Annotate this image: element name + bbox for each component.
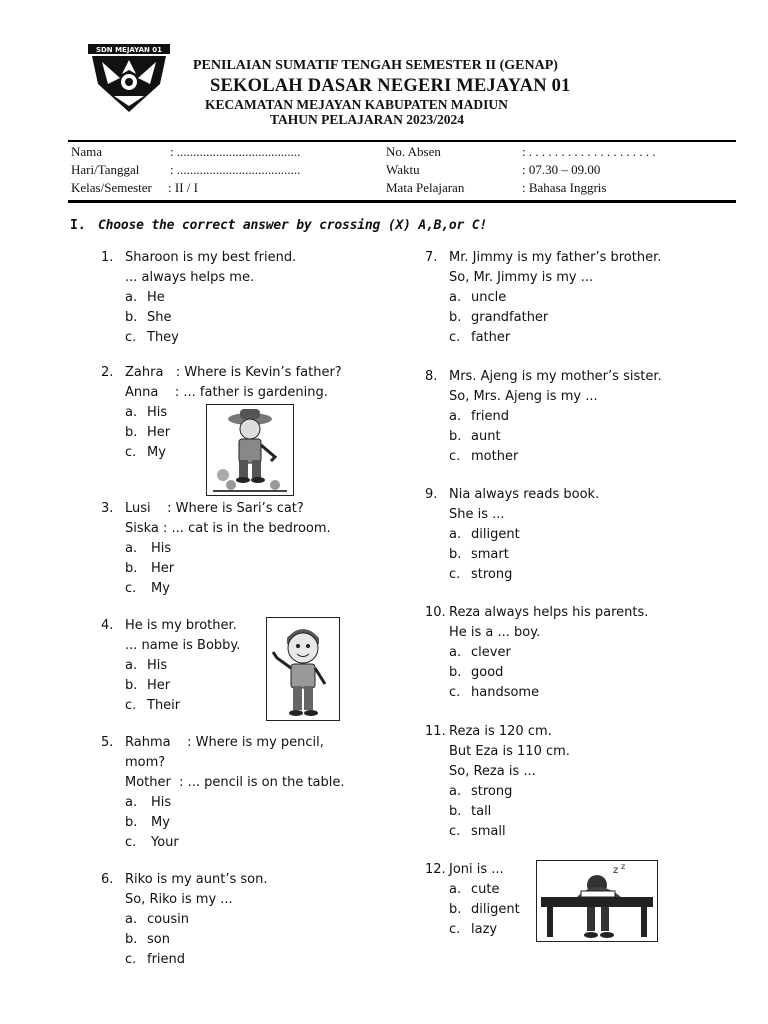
section-number: I. [70,218,86,233]
option-label: a. [449,882,462,897]
option-text: His [147,405,168,420]
option-text: grandfather [471,310,549,325]
option-label: c. [449,922,461,937]
question-text: Siska : ... cat is in the bedroom. [125,521,331,536]
question-3 [101,499,331,599]
option-label: a. [125,795,138,810]
option-label: c. [449,567,461,582]
option-text: Their [147,698,181,713]
option-a[interactable] [449,525,599,545]
header-line-4: TAHUN PELAJARAN 2023/2024 [270,112,465,127]
option-label: b. [449,902,462,917]
question-number: 2. [101,365,114,380]
option-a[interactable] [125,793,345,813]
option-label: a. [449,645,462,660]
question-text: So, Mr. Jimmy is my ... [449,270,594,285]
option-text: Her [147,678,171,693]
option-text: aunt [471,429,501,444]
question-12 [425,860,520,940]
option-label: a. [449,527,462,542]
question-number: 3. [101,501,114,516]
option-text: good [471,665,504,680]
option-text: diligent [471,902,520,917]
question-text: Joni is ... [449,862,504,877]
option-a[interactable] [125,910,267,930]
option-label: b. [125,425,138,440]
option-c[interactable] [449,328,661,348]
option-text: son [147,932,170,947]
option-text: strong [471,784,513,799]
option-label: a. [449,290,462,305]
school-name: SEKOLAH DASAR NEGERI MEJAYAN 01 [210,76,571,96]
question-text: She is ... [449,507,505,522]
svg-text:SDN MEJAYAN 01: SDN MEJAYAN 01 [95,46,163,54]
question-number: 6. [101,872,114,887]
label-no-absen: No. Absen [386,144,441,159]
option-b[interactable] [125,308,296,328]
label-hari-tanggal: Hari/Tanggal [71,162,140,177]
header-line-3: KECAMATAN MEJAYAN KABUPATEN MADIUN [205,97,508,112]
question-text: So, Mrs. Ajeng is my ... [449,389,598,404]
option-label: b. [449,310,462,325]
question-text: Lusi : Where is Sari’s cat? [125,501,304,516]
option-text: handsome [471,685,540,700]
option-text: friend [471,409,510,424]
option-text: Her [151,561,175,576]
question-text: ... always helps me. [125,270,255,285]
option-text: diligent [471,527,520,542]
question-text: So, Reza is ... [449,764,536,779]
option-label: a. [125,658,138,673]
option-text: She [147,310,172,325]
option-a[interactable] [449,880,520,900]
question-text: Anna : ... father is gardening. [125,385,328,400]
option-label: c. [125,330,137,345]
option-b[interactable] [125,676,240,696]
option-text: smart [471,547,509,562]
svg-text:z: z [621,862,626,871]
option-b[interactable] [449,427,662,447]
option-label: a. [449,784,462,799]
option-label: b. [125,932,138,947]
school-logo [86,44,172,114]
option-c[interactable] [125,579,331,599]
option-label: a. [125,405,138,420]
option-label: c. [449,824,461,839]
question-text: He is a ... boy. [449,625,541,640]
question-text: Reza always helps his parents. [449,605,649,620]
option-text: My [147,445,166,460]
option-label: c. [125,445,137,460]
option-c[interactable] [125,950,267,970]
question-8 [425,367,662,467]
option-text: cute [471,882,500,897]
question-number: 5. [101,735,114,750]
question-number: 4. [101,618,114,633]
top-rule [68,140,736,142]
option-text: My [151,581,170,596]
option-label: c. [125,581,137,596]
option-label: c. [125,835,137,850]
value-waktu: : 07.30 – 09.00 [522,162,601,177]
field-no-absen[interactable]: : . . . . . . . . . . . . . . . . . . . . [522,144,656,159]
option-c[interactable] [449,683,648,703]
option-text: He [147,290,165,305]
question-text: Nia always reads book. [449,487,600,502]
option-b[interactable] [449,308,661,328]
question-number: 11. [425,724,446,739]
question-5 [101,733,345,853]
option-c[interactable] [449,447,662,467]
option-b[interactable] [125,930,267,950]
option-text: Her [147,425,171,440]
option-label: b. [449,429,462,444]
gardening-man-picture [206,404,294,496]
option-label: a. [125,912,138,927]
option-label: a. [125,290,138,305]
question-text: Mr. Jimmy is my father’s brother. [449,250,662,265]
question-4 [101,616,241,716]
option-label: c. [449,449,461,464]
option-a[interactable] [125,656,240,676]
option-a[interactable] [449,643,648,663]
bottom-rule [68,200,736,203]
option-label: b. [449,547,462,562]
option-a[interactable] [449,407,662,427]
label-kelas-semester: Kelas/Semester [71,180,152,195]
label-waktu: Waktu [386,162,420,177]
option-a[interactable] [125,288,296,308]
option-b[interactable] [449,545,599,565]
option-label: c. [449,685,461,700]
question-1 [101,248,297,348]
question-text: But Eza is 110 cm. [449,744,570,759]
question-text: ... name is Bobby. [125,638,241,653]
option-label: c. [449,330,461,345]
option-text: friend [147,952,186,967]
option-b[interactable] [449,802,570,822]
question-text: Riko is my aunt’s son. [125,872,268,887]
option-text: His [151,795,172,810]
option-text: strong [471,567,513,582]
question-number: 8. [425,369,438,384]
question-9 [425,485,600,585]
option-text: They [147,330,179,345]
instruction-text: Choose the correct answer by crossing (X) A,B,or C! [98,218,487,233]
question-text: Reza is 120 cm. [449,724,552,739]
option-label: b. [125,310,138,325]
option-label: b. [449,804,462,819]
option-text: tall [471,804,492,819]
question-number: 9. [425,487,438,502]
question-number: 1. [101,250,114,265]
option-b[interactable] [125,559,331,579]
label-nama: Nama [71,144,103,159]
option-label: b. [125,561,138,576]
question-number: 7. [425,250,438,265]
option-c[interactable] [449,920,520,940]
question-text: Mrs. Ajeng is my mother’s sister. [449,369,662,384]
option-label: b. [125,678,138,693]
option-a[interactable] [449,288,661,308]
svg-text:z: z [613,865,619,876]
boy-waving-picture [266,617,340,721]
question-6 [101,870,268,970]
question-text: So, Riko is my ... [125,892,233,907]
question-7 [425,248,662,348]
option-text: My [151,815,170,830]
option-text: cousin [147,912,189,927]
field-nama[interactable]: : ...................................... [170,144,301,159]
question-text: Sharoon is my best friend. [125,250,297,265]
option-text: lazy [471,922,498,937]
question-text: Mother : ... pencil is on the table. [125,775,345,790]
label-mata-pelajaran: Mata Pelajaran [386,180,465,195]
option-b[interactable] [449,663,648,683]
option-c[interactable] [449,565,599,585]
option-c[interactable] [125,328,296,348]
question-text: Zahra : Where is Kevin’s father? [125,365,342,380]
option-text: clever [471,645,511,660]
question-text: mom? [125,755,166,770]
option-b[interactable] [449,900,520,920]
option-text: uncle [471,290,507,305]
option-text: small [471,824,506,839]
value-kelas-semester: : II / I [168,180,198,195]
option-label: b. [449,665,462,680]
question-11 [425,722,570,842]
header-line-1: PENILAIAN SUMATIF TENGAH SEMESTER II (GENAP) [193,58,558,73]
field-hari-tanggal[interactable]: : ...................................... [170,162,301,177]
option-label: c. [125,698,137,713]
sleeping-student-picture [536,860,658,942]
option-label: c. [125,952,137,967]
question-number: 10. [425,605,446,620]
option-a[interactable] [449,782,570,802]
question-text: He is my brother. [125,618,237,633]
option-text: His [147,658,168,673]
option-label: a. [125,541,138,556]
option-b[interactable] [125,813,345,833]
option-label: b. [125,815,138,830]
option-c[interactable] [449,822,570,842]
option-c[interactable] [125,833,345,853]
option-c[interactable] [125,696,240,716]
option-label: a. [449,409,462,424]
option-text: His [151,541,172,556]
value-mata-pelajaran: : Bahasa Inggris [522,180,607,195]
section-instruction [70,218,487,233]
question-10 [425,603,649,703]
question-text: Rahma : Where is my pencil, [125,735,324,750]
option-text: father [471,330,511,345]
question-number: 12. [425,862,446,877]
option-text: mother [471,449,519,464]
option-text: Your [151,835,179,850]
option-a[interactable] [125,539,331,559]
